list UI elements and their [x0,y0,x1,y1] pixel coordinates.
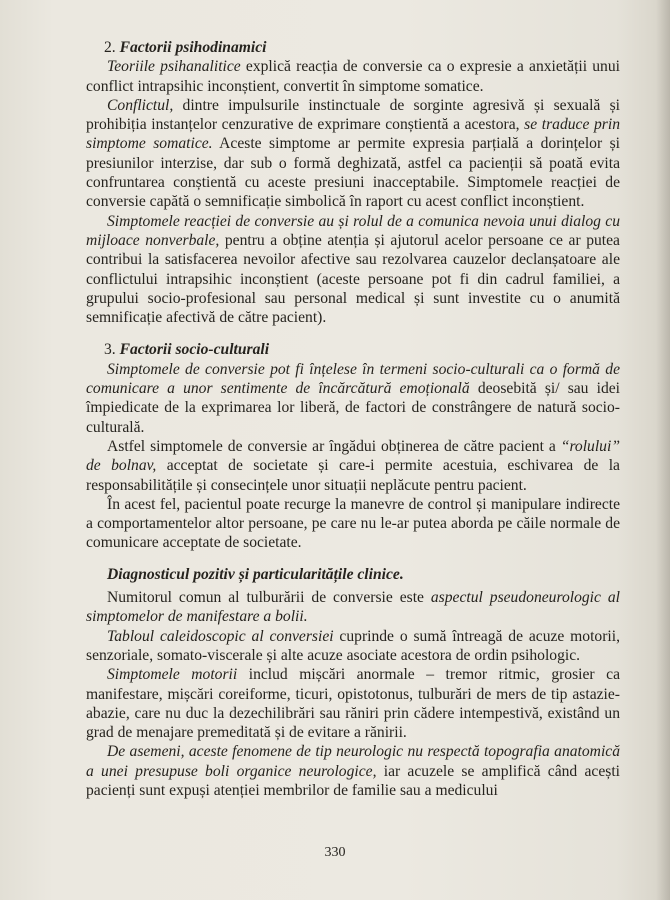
emphasis-text: Simptomele de conversie pot fi înțelese în termeni socio-culturali ca o formă de comunicare a unor sentimente de încărcătură emoțională [86,360,620,398]
paragraph-text: iar acuzele se amplifică când acești pacienți sunt expuși atenției membrilor de familie sau a medicului [86,762,620,799]
paragraph-text: pentru a obține atenția și ajutorul acelor persoane ce ar putea contribui la satisfacerea nevoilor afective sau rezolvarea cauzelor declanșatoare ale conflictului intrapsihic inconștient (aceste persoane pot fi din cadrul familiei, a grupului socio-profesional sau personal medical și sunt investite cu o anumită semnificație afectivă de către pacient). [86,231,620,327]
emphasis-text: De asemeni, aceste fenomene de tip neurologic nu respectă topografia anatomică a unei presupuse boli organice neurologice, [86,743,620,780]
page-number: 330 [324,845,346,860]
paragraph [86,588,620,627]
emphasis-text: Tabloul caleidoscopic al conversiei [107,627,334,645]
paragraph-text: În acest fel, pacientul poate recurge la manevre de control și manipulare indirecte a comportamentelor altor persoane, pe care nu le-ar putea aborda pe căile normale de comunicare acceptate de societate. [86,495,620,552]
paragraph [86,627,620,666]
section-heading [86,340,620,359]
emphasis-text: se traduce prin simptome somatice. [86,116,620,153]
paragraph-text: Numitorul comun al tulburării de conversie este [107,589,431,607]
paragraph-text: acceptat de societate și care-i permite acestuia, eschivarea de la responsabilitățile și consecințele unor situații neplăcute pentru pacient. [86,457,620,494]
emphasis-text: “rolului” de bolnav, [86,437,620,475]
paragraph-text: explică reacția de conversie ca o expresie a anxietății unui conflict intrapsihic inconștient, convertit în simptome somatice. [86,58,620,95]
paragraph [86,360,620,437]
emphasis-text: Simptomele motorii [107,666,238,684]
paragraph-text: Aceste simptome ar permite expresia parțială a dorințelor și presiunilor interzise, dar sub o formă deghizată, astfel ca pacienții să poată evita confruntarea conștientă cu aceste presiuni inacceptabile. Simptomele reacției de conversie capătă o semnificație simbolică în raport cu acest conflict inconștient. [86,135,620,211]
paragraph [86,437,620,495]
paragraph [86,665,620,742]
section-title: Factorii psihodinamici [119,39,267,56]
paragraph [86,57,620,96]
paragraph-text: dintre impulsurile instinctuale de sorginte agresivă și sexuală și prohibiția instanțelor cenzurative de exprimare conștientă a acestora, [86,96,620,134]
paragraph [86,96,620,212]
paragraph-text: includ mișcări anormale – tremor ritmic, grosier ca manifestare, mișcări coreiforme, ticuri, opistotonus, tulburări de mers de tip astazie-abazie, care nu duc la dezechilibrări sau răniri prin cădere intempestivă, existând un grad de menajare premeditată și de evitare a rănirii. [86,666,620,742]
subsection-title: Diagnosticul pozitiv și particularitățile clinice. [107,565,404,583]
paragraph-text: cuprinde o sumă întreagă de acuze motorii, senzoriale, somato-viscerale și alte acuze asociate acestora de ordin psihologic. [86,627,620,664]
page-content [86,38,620,800]
emphasis-text: Teoriile psihanalitice [107,58,241,76]
paragraph [86,495,620,553]
subsection-heading [86,565,620,584]
section-heading [86,38,620,57]
paragraph [86,212,620,328]
section-number: 2. [104,39,116,56]
emphasis-text: Conflictul, [107,96,174,114]
page-edge-shadow [656,0,670,900]
section-title: Factorii socio-culturali [119,341,270,359]
section-number: 3. [104,341,116,359]
paragraph [86,742,620,800]
paragraph-text: Astfel simptomele de conversie ar îngădui obținerea de către pacient a [107,437,561,455]
paragraph-text: deosebită și/ sau idei împiedicate de la exprimarea lor liberă, de factori de constrângere de natură socio-culturală. [86,380,620,436]
emphasis-text: Simptomele reacției de conversie au și rolul de a comunica nevoia unui dialog cu mijloace nonverbale, [86,212,620,249]
emphasis-text: aspectul pseudoneurologic al simptomelor de manifestare a bolii. [86,589,620,626]
